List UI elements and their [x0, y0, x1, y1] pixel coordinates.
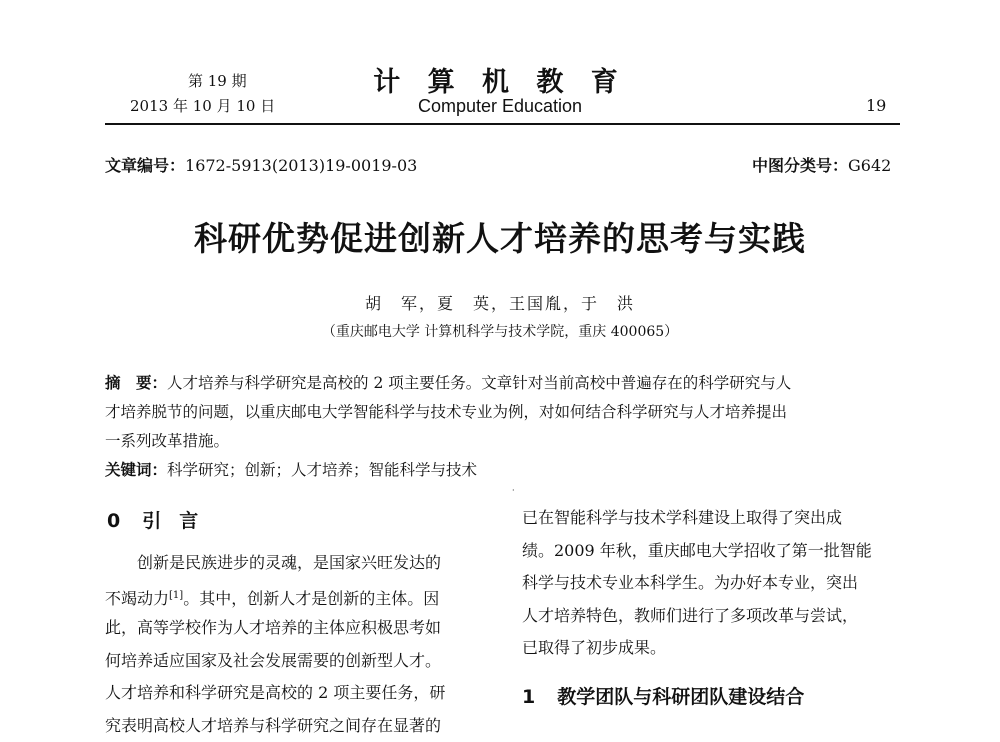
classification-label: 中图分类号：: [752, 156, 848, 175]
column-separator-dot: ·: [512, 486, 515, 495]
text-run: 不竭动力: [105, 589, 169, 608]
paragraph-line: 创新是民族进步的灵魂，是国家兴旺发达的: [105, 547, 485, 580]
paragraph-line: 绩。2009 年秋，重庆邮电大学招收了第一批智能: [522, 535, 902, 568]
page-number: 19: [866, 96, 886, 115]
classification-number: [752, 153, 891, 176]
section-number: 1: [522, 686, 535, 708]
abstract-line: 才培养脱节的问题，以重庆邮电大学智能科学与技术专业为例，对如何结合科学研究与人才培养提出: [105, 398, 900, 427]
paragraph-line: [105, 580, 485, 613]
abstract-label: 摘 要：: [105, 374, 167, 392]
issue-date: 2013 年 10 月 10 日: [130, 95, 275, 116]
article-title: 科研优势促进创新人才培养的思考与实践: [0, 213, 1000, 260]
article-number: [105, 153, 417, 176]
section-title: 引言: [142, 510, 216, 532]
paragraph-line: 人才培养和科学研究是高校的 2 项主要任务，研: [105, 677, 485, 710]
keywords-label: 关键词：: [105, 461, 167, 479]
abstract-line: 一系列改革措施。: [105, 427, 900, 456]
paragraph-line: 科学与技术专业本科学生。为办好本专业，突出: [522, 567, 902, 600]
article-number-label: 文章编号：: [105, 156, 185, 175]
keywords-value: 科学研究；创新；人才培养；智能科学与技术: [167, 461, 477, 479]
classification-value: G642: [848, 156, 891, 175]
keywords: [105, 458, 477, 480]
issue-number: 第 19 期: [188, 70, 247, 91]
authors: 胡 军，夏 英，王国胤，于 洪: [0, 291, 1000, 314]
section-title: 教学团队与科研团队建设结合: [557, 686, 804, 708]
paragraph-line: 究表明高校人才培养与科学研究之间存在显著的: [105, 710, 485, 742]
affiliation: （重庆邮电大学 计算机科学与技术学院，重庆 400065）: [0, 321, 1000, 341]
journal-subtitle: Computer Education: [0, 96, 1000, 117]
section-heading-intro: [107, 506, 216, 533]
paragraph-line: 人才培养特色，教师们进行了多项改革与尝试，: [522, 600, 902, 633]
paragraph-line: 此，高等学校作为人才培养的主体应积极思考如: [105, 612, 485, 645]
left-column-text: [105, 547, 485, 720]
right-column-text: [522, 502, 902, 665]
header-rule: [105, 123, 900, 125]
section-number: 0: [107, 510, 120, 532]
paragraph-line: 已在智能科学与技术学科建设上取得了突出成: [522, 502, 902, 535]
journal-title: 计 算 机 教 育: [0, 60, 1000, 99]
section-heading-1: [522, 682, 804, 709]
abstract: [105, 369, 900, 456]
text-run: 。其中，创新人才是创新的主体。因: [183, 589, 439, 608]
paragraph-line: 已取得了初步成果。: [522, 632, 902, 665]
paragraph-line: 何培养适应国家及社会发展需要的创新型人才。: [105, 645, 485, 678]
abstract-line: 人才培养与科学研究是高校的 2 项主要任务。文章针对当前高校中普遍存在的科学研究与人: [167, 374, 791, 392]
article-number-value: 1672-5913(2013)19-0019-03: [185, 156, 417, 175]
citation-ref[interactable]: [1]: [169, 590, 183, 601]
